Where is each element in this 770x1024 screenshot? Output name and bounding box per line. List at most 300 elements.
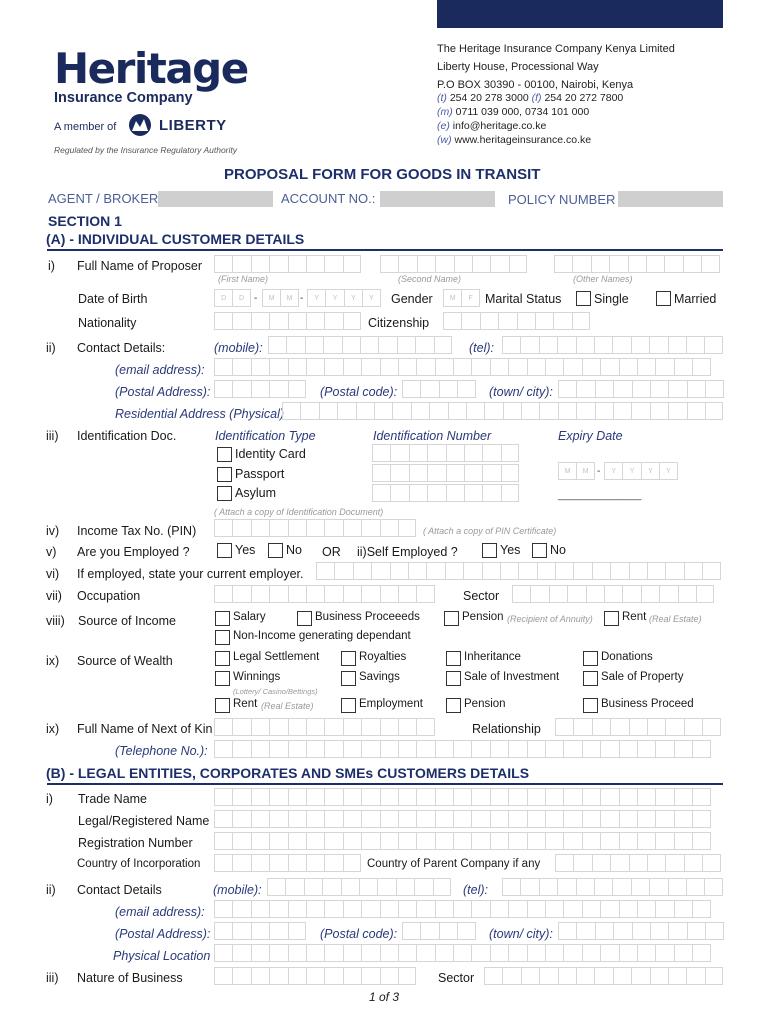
- input-cell[interactable]: [558, 402, 576, 420]
- passport-number-field[interactable]: [372, 464, 519, 482]
- gender-field[interactable]: [443, 289, 480, 307]
- input-cell[interactable]: [600, 810, 618, 828]
- input-cell[interactable]: [655, 788, 673, 806]
- input-cell[interactable]: [445, 562, 463, 580]
- input-cell[interactable]: [527, 788, 545, 806]
- input-cell[interactable]: [416, 718, 434, 736]
- b-email-field[interactable]: [214, 900, 711, 918]
- input-cell[interactable]: [705, 922, 723, 940]
- input-cell[interactable]: [683, 255, 701, 273]
- input-cell[interactable]: [686, 967, 704, 985]
- input-cell[interactable]: [619, 944, 637, 962]
- input-cell[interactable]: [687, 402, 705, 420]
- nationality-field[interactable]: [214, 312, 361, 330]
- winnings-checkbox[interactable]: [215, 671, 230, 686]
- input-cell[interactable]: [306, 519, 324, 537]
- input-cell[interactable]: [380, 358, 398, 376]
- input-cell[interactable]: [232, 358, 250, 376]
- tel-field[interactable]: [502, 336, 723, 354]
- input-cell[interactable]: [619, 900, 637, 918]
- input-cell[interactable]: [324, 832, 342, 850]
- input-cell[interactable]: [417, 255, 435, 273]
- input-cell[interactable]: [576, 380, 594, 398]
- input-cell[interactable]: [361, 718, 379, 736]
- input-cell[interactable]: [324, 900, 342, 918]
- input-cell[interactable]: [647, 718, 665, 736]
- input-cell[interactable]: [557, 878, 575, 896]
- input-cell[interactable]: [427, 484, 445, 502]
- input-cell[interactable]: [674, 944, 692, 962]
- input-cell[interactable]: [637, 788, 655, 806]
- input-cell[interactable]: [563, 358, 581, 376]
- input-cell[interactable]: [582, 944, 600, 962]
- input-cell[interactable]: [390, 464, 408, 482]
- input-cell[interactable]: [545, 358, 563, 376]
- input-cell[interactable]: [214, 832, 232, 850]
- input-cell[interactable]: [288, 832, 306, 850]
- input-cell[interactable]: [674, 358, 692, 376]
- input-cell[interactable]: [527, 358, 545, 376]
- input-cell[interactable]: [343, 585, 361, 603]
- input-cell[interactable]: [637, 810, 655, 828]
- input-cell[interactable]: [269, 788, 287, 806]
- input-cell[interactable]: [251, 922, 269, 940]
- input-cell[interactable]: [684, 854, 702, 872]
- input-cell[interactable]: [609, 255, 627, 273]
- input-cell[interactable]: [490, 944, 508, 962]
- input-cell[interactable]: [324, 967, 342, 985]
- input-cell[interactable]: [582, 740, 600, 758]
- input-cell[interactable]: [503, 402, 521, 420]
- input-cell[interactable]: [232, 900, 250, 918]
- input-cell[interactable]: [471, 740, 489, 758]
- input-cell[interactable]: [555, 854, 573, 872]
- input-cell[interactable]: [592, 718, 610, 736]
- input-cell[interactable]: [647, 562, 665, 580]
- email-value[interactable]: info@heritage.co.ke: [452, 120, 547, 132]
- input-cell[interactable]: [267, 878, 285, 896]
- input-cell[interactable]: [612, 336, 630, 354]
- input-cell[interactable]: [414, 878, 432, 896]
- input-cell[interactable]: [619, 358, 637, 376]
- input-cell[interactable]: [508, 788, 526, 806]
- input-cell[interactable]: [705, 967, 723, 985]
- input-cell[interactable]: [572, 255, 590, 273]
- input-cell[interactable]: [380, 832, 398, 850]
- input-cell[interactable]: [594, 336, 612, 354]
- input-cell[interactable]: [512, 585, 530, 603]
- input-cell[interactable]: [647, 854, 665, 872]
- input-cell[interactable]: [288, 585, 306, 603]
- postal-code-field[interactable]: [402, 380, 476, 398]
- input-cell[interactable]: [665, 562, 683, 580]
- input-cell[interactable]: [305, 336, 323, 354]
- input-cell[interactable]: [214, 810, 232, 828]
- input-cell[interactable]: [668, 336, 686, 354]
- input-cell[interactable]: [439, 380, 457, 398]
- input-cell[interactable]: [545, 900, 563, 918]
- input-cell[interactable]: [232, 255, 250, 273]
- input-cell[interactable]: [600, 358, 618, 376]
- input-cell[interactable]: [631, 967, 649, 985]
- input-cell[interactable]: [324, 810, 342, 828]
- input-cell[interactable]: [269, 718, 287, 736]
- input-cell[interactable]: [610, 854, 628, 872]
- input-cell[interactable]: [490, 810, 508, 828]
- input-cell[interactable]: [374, 402, 392, 420]
- input-cell[interactable]: [416, 788, 434, 806]
- input-cell[interactable]: [692, 944, 710, 962]
- input-cell[interactable]: [686, 878, 704, 896]
- first-name-field[interactable]: [214, 255, 361, 273]
- mobile-field[interactable]: [268, 336, 452, 354]
- input-cell[interactable]: [288, 740, 306, 758]
- expiry-year-field[interactable]: [604, 462, 678, 480]
- input-cell[interactable]: [214, 312, 232, 330]
- b-mobile-field[interactable]: [267, 878, 451, 896]
- input-cell[interactable]: [269, 358, 287, 376]
- input-cell[interactable]: [527, 900, 545, 918]
- business-proceeds-checkbox[interactable]: [297, 611, 312, 626]
- input-cell[interactable]: [214, 255, 232, 273]
- input-cell[interactable]: [390, 484, 408, 502]
- input-cell[interactable]: [619, 832, 637, 850]
- input-cell[interactable]: [214, 854, 232, 872]
- input-cell[interactable]: [232, 380, 250, 398]
- dob-month-field[interactable]: [262, 289, 299, 307]
- input-cell[interactable]: [520, 336, 538, 354]
- input-cell[interactable]: [341, 878, 359, 896]
- input-cell[interactable]: [380, 585, 398, 603]
- input-cell[interactable]: [704, 336, 722, 354]
- input-cell[interactable]: [288, 810, 306, 828]
- input-cell[interactable]: [319, 402, 337, 420]
- telephone-field[interactable]: [214, 740, 711, 758]
- input-cell[interactable]: [306, 585, 324, 603]
- input-cell[interactable]: [361, 900, 379, 918]
- input-cell[interactable]: [361, 967, 379, 985]
- input-cell[interactable]: [610, 718, 628, 736]
- input-cell[interactable]: [629, 562, 647, 580]
- b-postal-address-field[interactable]: [214, 922, 306, 940]
- input-cell[interactable]: [521, 402, 539, 420]
- input-cell[interactable]: [563, 900, 581, 918]
- input-cell[interactable]: [435, 944, 453, 962]
- self-employed-yes-checkbox[interactable]: [482, 543, 497, 558]
- input-cell[interactable]: [306, 740, 324, 758]
- input-cell[interactable]: [490, 832, 508, 850]
- input-cell[interactable]: [535, 312, 553, 330]
- input-cell[interactable]: [453, 358, 471, 376]
- input-cell[interactable]: [214, 585, 232, 603]
- input-cell[interactable]: [687, 922, 705, 940]
- input-cell[interactable]: [704, 878, 722, 896]
- input-cell[interactable]: [637, 944, 655, 962]
- input-cell[interactable]: [380, 810, 398, 828]
- input-cell[interactable]: [439, 922, 457, 940]
- input-cell[interactable]: [686, 336, 704, 354]
- input-cell[interactable]: [306, 854, 324, 872]
- input-cell[interactable]: [582, 810, 600, 828]
- input-cell[interactable]: [398, 810, 416, 828]
- input-cell[interactable]: [457, 922, 475, 940]
- input-cell[interactable]: [361, 832, 379, 850]
- input-cell[interactable]: [650, 967, 668, 985]
- input-cell[interactable]: [324, 854, 342, 872]
- input-cell[interactable]: [555, 718, 573, 736]
- input-cell[interactable]: [269, 922, 287, 940]
- input-cell[interactable]: [251, 255, 269, 273]
- non-income-checkbox[interactable]: [215, 630, 230, 645]
- input-cell[interactable]: [251, 967, 269, 985]
- input-cell[interactable]: [464, 484, 482, 502]
- pin-field[interactable]: [214, 519, 416, 537]
- input-cell[interactable]: [582, 832, 600, 850]
- input-cell[interactable]: [409, 444, 427, 462]
- nature-of-business-field[interactable]: [214, 967, 416, 985]
- input-cell[interactable]: [563, 810, 581, 828]
- input-cell[interactable]: [232, 854, 250, 872]
- input-cell[interactable]: [520, 878, 538, 896]
- policy-number-field[interactable]: [618, 191, 723, 207]
- input-cell[interactable]: [471, 944, 489, 962]
- input-cell[interactable]: [545, 944, 563, 962]
- input-cell[interactable]: [600, 740, 618, 758]
- input-cell[interactable]: [628, 255, 646, 273]
- input-cell[interactable]: [214, 718, 232, 736]
- input-cell[interactable]: [232, 740, 250, 758]
- input-cell[interactable]: [269, 740, 287, 758]
- input-cell[interactable]: [631, 878, 649, 896]
- input-cell[interactable]: [668, 402, 686, 420]
- input-cell[interactable]: [398, 585, 416, 603]
- input-cell[interactable]: [576, 402, 594, 420]
- input-cell[interactable]: [592, 562, 610, 580]
- input-cell[interactable]: [214, 944, 232, 962]
- input-cell[interactable]: [397, 336, 415, 354]
- input-cell[interactable]: [471, 900, 489, 918]
- input-cell[interactable]: [600, 832, 618, 850]
- input-cell[interactable]: [446, 464, 464, 482]
- input-cell[interactable]: [637, 832, 655, 850]
- expiry-month-field[interactable]: [558, 462, 595, 480]
- input-cell[interactable]: [480, 312, 498, 330]
- input-cell[interactable]: [696, 585, 714, 603]
- input-cell[interactable]: [324, 718, 342, 736]
- input-cell[interactable]: [285, 878, 303, 896]
- input-cell[interactable]: [288, 922, 306, 940]
- web-value[interactable]: www.heritageinsurance.co.ke: [454, 134, 592, 146]
- country-incorporation-field[interactable]: [214, 854, 361, 872]
- input-cell[interactable]: [490, 788, 508, 806]
- input-cell[interactable]: [269, 810, 287, 828]
- input-cell[interactable]: [377, 878, 395, 896]
- input-cell[interactable]: [380, 519, 398, 537]
- input-cell[interactable]: [251, 740, 269, 758]
- input-cell[interactable]: [343, 788, 361, 806]
- input-cell[interactable]: [251, 585, 269, 603]
- input-cell[interactable]: [554, 255, 572, 273]
- input-cell[interactable]: [269, 380, 287, 398]
- input-cell[interactable]: [232, 312, 250, 330]
- inheritance-checkbox[interactable]: [446, 651, 461, 666]
- input-cell[interactable]: [306, 967, 324, 985]
- input-cell[interactable]: [288, 788, 306, 806]
- b-tel-field[interactable]: [502, 878, 723, 896]
- input-cell[interactable]: [416, 810, 434, 828]
- input-cell[interactable]: [306, 718, 324, 736]
- input-cell[interactable]: [446, 484, 464, 502]
- occupation-field[interactable]: [214, 585, 435, 603]
- input-cell[interactable]: [701, 255, 719, 273]
- input-cell[interactable]: [461, 312, 479, 330]
- input-cell[interactable]: [392, 402, 410, 420]
- input-cell[interactable]: [604, 585, 622, 603]
- input-cell[interactable]: [684, 562, 702, 580]
- input-cell[interactable]: [582, 900, 600, 918]
- input-cell[interactable]: [457, 380, 475, 398]
- input-cell[interactable]: [674, 740, 692, 758]
- input-cell[interactable]: [380, 944, 398, 962]
- royalties-checkbox[interactable]: [341, 651, 356, 666]
- input-cell[interactable]: [411, 402, 429, 420]
- input-cell[interactable]: [558, 922, 576, 940]
- input-cell[interactable]: [214, 740, 232, 758]
- input-cell[interactable]: [334, 562, 352, 580]
- input-cell[interactable]: [508, 832, 526, 850]
- input-cell[interactable]: [378, 336, 396, 354]
- asylum-checkbox[interactable]: [217, 486, 232, 501]
- input-cell[interactable]: [482, 464, 500, 482]
- input-cell[interactable]: [416, 740, 434, 758]
- input-cell[interactable]: [251, 519, 269, 537]
- physical-location-field[interactable]: [214, 944, 711, 962]
- input-cell[interactable]: [353, 562, 371, 580]
- input-cell[interactable]: [429, 402, 447, 420]
- input-cell[interactable]: [420, 922, 438, 940]
- single-checkbox[interactable]: [576, 291, 591, 306]
- input-cell[interactable]: [306, 944, 324, 962]
- input-cell[interactable]: [251, 854, 269, 872]
- input-cell[interactable]: [288, 967, 306, 985]
- input-cell[interactable]: [380, 900, 398, 918]
- input-cell[interactable]: [402, 380, 420, 398]
- input-cell[interactable]: [613, 967, 631, 985]
- input-cell[interactable]: [343, 944, 361, 962]
- input-cell[interactable]: [600, 944, 618, 962]
- input-cell[interactable]: [306, 788, 324, 806]
- input-cell[interactable]: [398, 358, 416, 376]
- input-cell[interactable]: [527, 832, 545, 850]
- input-cell[interactable]: [324, 585, 342, 603]
- input-cell[interactable]: [692, 900, 710, 918]
- input-cell[interactable]: [268, 336, 286, 354]
- input-cell[interactable]: [567, 585, 585, 603]
- input-cell[interactable]: [435, 255, 453, 273]
- country-parent-field[interactable]: [555, 854, 721, 872]
- input-cell[interactable]: [674, 810, 692, 828]
- input-cell[interactable]: [490, 255, 508, 273]
- input-cell[interactable]: [668, 380, 686, 398]
- input-cell[interactable]: [380, 788, 398, 806]
- input-cell[interactable]: [472, 255, 490, 273]
- input-cell[interactable]: [453, 944, 471, 962]
- input-cell[interactable]: [343, 312, 361, 330]
- input-cell[interactable]: [306, 810, 324, 828]
- identity-card-number-field[interactable]: [372, 444, 519, 462]
- input-cell[interactable]: [288, 854, 306, 872]
- input-cell[interactable]: [324, 519, 342, 537]
- input-cell[interactable]: [435, 740, 453, 758]
- input-cell[interactable]: [453, 900, 471, 918]
- pension-wealth-checkbox[interactable]: [446, 698, 461, 713]
- input-cell[interactable]: [649, 878, 667, 896]
- input-cell[interactable]: [674, 832, 692, 850]
- input-cell[interactable]: [563, 740, 581, 758]
- input-cell[interactable]: [501, 484, 519, 502]
- input-cell[interactable]: [490, 740, 508, 758]
- input-cell[interactable]: [232, 519, 250, 537]
- input-cell[interactable]: [453, 810, 471, 828]
- input-cell[interactable]: [464, 444, 482, 462]
- input-cell[interactable]: [269, 944, 287, 962]
- input-cell[interactable]: [232, 788, 250, 806]
- input-cell[interactable]: [269, 585, 287, 603]
- input-cell[interactable]: [537, 562, 555, 580]
- employed-no-checkbox[interactable]: [268, 543, 283, 558]
- input-cell[interactable]: [527, 740, 545, 758]
- input-cell[interactable]: [622, 585, 640, 603]
- input-cell[interactable]: [641, 585, 659, 603]
- input-cell[interactable]: [361, 944, 379, 962]
- input-cell[interactable]: [361, 788, 379, 806]
- input-cell[interactable]: [594, 878, 612, 896]
- input-cell[interactable]: [435, 900, 453, 918]
- input-cell[interactable]: [398, 788, 416, 806]
- input-cell[interactable]: [650, 380, 668, 398]
- input-cell[interactable]: [555, 562, 573, 580]
- input-cell[interactable]: [396, 878, 414, 896]
- input-cell[interactable]: [232, 922, 250, 940]
- input-cell[interactable]: [501, 464, 519, 482]
- input-cell[interactable]: [416, 944, 434, 962]
- input-cell[interactable]: [416, 585, 434, 603]
- input-cell[interactable]: [453, 832, 471, 850]
- input-cell[interactable]: [539, 336, 557, 354]
- input-cell[interactable]: [361, 810, 379, 828]
- gender-m-cell[interactable]: M: [443, 289, 461, 307]
- input-cell[interactable]: [398, 740, 416, 758]
- input-cell[interactable]: [539, 967, 557, 985]
- input-cell[interactable]: [646, 255, 664, 273]
- input-cell[interactable]: [659, 585, 677, 603]
- input-cell[interactable]: [214, 900, 232, 918]
- input-cell[interactable]: [360, 336, 378, 354]
- input-cell[interactable]: [343, 718, 361, 736]
- input-cell[interactable]: [343, 519, 361, 537]
- input-cell[interactable]: [655, 832, 673, 850]
- input-cell[interactable]: [306, 900, 324, 918]
- input-cell[interactable]: [427, 444, 445, 462]
- input-cell[interactable]: [443, 312, 461, 330]
- input-cell[interactable]: [610, 562, 628, 580]
- input-cell[interactable]: [466, 402, 484, 420]
- input-cell[interactable]: [518, 562, 536, 580]
- input-cell[interactable]: [629, 718, 647, 736]
- input-cell[interactable]: [288, 312, 306, 330]
- input-cell[interactable]: [582, 788, 600, 806]
- input-cell[interactable]: [631, 402, 649, 420]
